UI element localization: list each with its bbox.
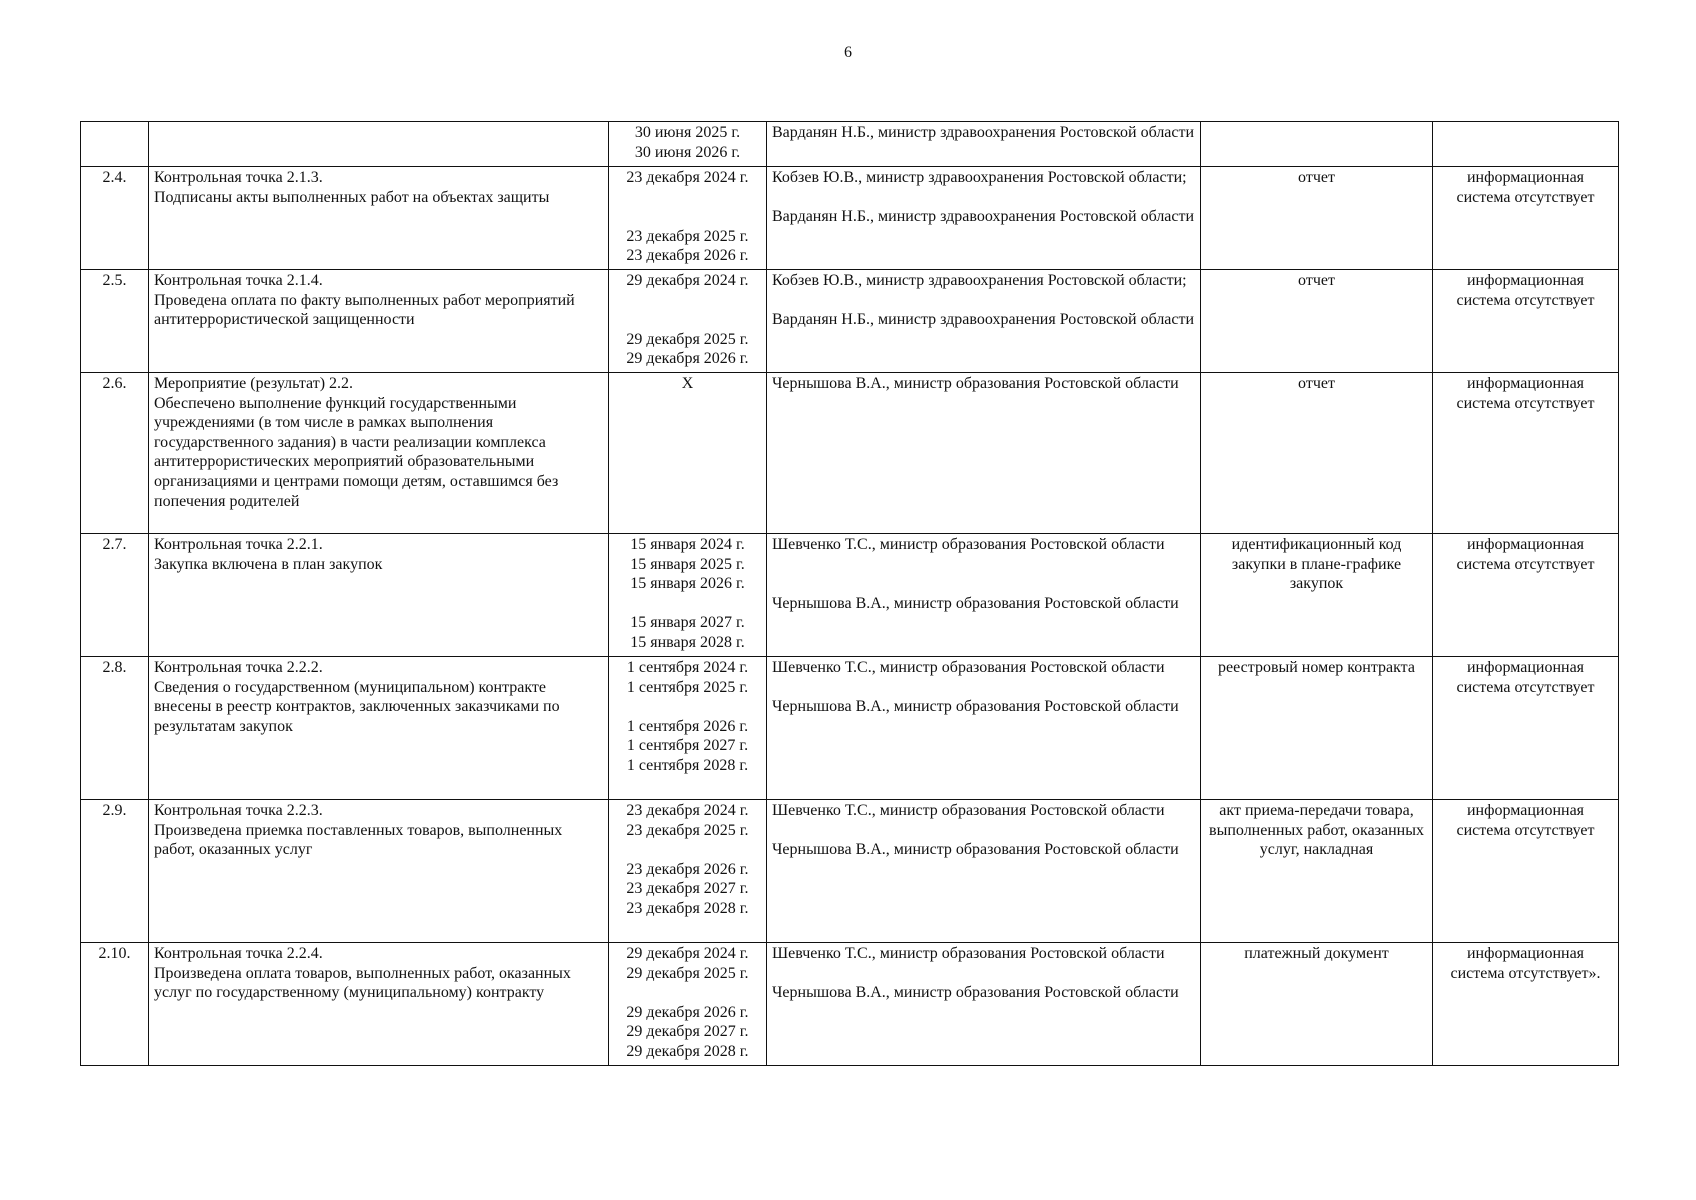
row-number: 2.6. — [81, 373, 149, 534]
date-entry: 30 июня 2025 г. — [634, 124, 741, 141]
responsible-person: Чернышова В.А., министр образования Ростовской области — [772, 984, 1179, 1002]
date-entry: 1 сентября 2026 г. — [626, 717, 749, 735]
row-responsible — [767, 122, 1201, 167]
row-document — [1201, 122, 1433, 167]
table-row — [81, 270, 1619, 373]
responsible-person: Чернышова В.А., министр образования Ростовской области — [772, 594, 1179, 612]
row-description — [149, 373, 609, 534]
row-dates — [609, 534, 767, 657]
date-entry: X — [681, 375, 694, 392]
row-number: 2.9. — [81, 800, 149, 943]
row-document: идентификационный код закупки в плане-графике закупок — [1201, 534, 1433, 657]
date-entry: 1 сентября 2028 г. — [626, 756, 749, 774]
row-information-system: информационная система отсутствует — [1433, 534, 1619, 657]
responsible-person: Варданян Н.Б., министр здравоохранения Ростовской области — [772, 208, 1195, 226]
row-desc-text: Произведена оплата товаров, выполненных работ, оказанных услуг по государственному (муниципальному) контракту — [154, 964, 571, 1002]
row-number: 2.8. — [81, 657, 149, 800]
table-row — [81, 657, 1619, 800]
responsible-person: Шевченко Т.С., министр образования Ростовской области — [772, 802, 1165, 819]
table-body — [81, 122, 1619, 1066]
date-entry: 29 декабря 2024 г. — [626, 945, 749, 962]
control-points-table — [80, 121, 1619, 1066]
date-entry: 30 июня 2026 г. — [634, 143, 741, 161]
responsible-person: Кобзев Ю.В., министр здравоохранения Ростовской области; — [772, 272, 1187, 289]
row-responsible — [767, 534, 1201, 657]
row-title: Контрольная точка 2.2.1. — [154, 536, 323, 553]
row-title: Контрольная точка 2.2.2. — [154, 659, 323, 676]
row-dates — [609, 167, 767, 270]
date-entry: 1 сентября 2025 г. — [626, 678, 749, 696]
row-dates — [609, 657, 767, 800]
row-description — [149, 943, 609, 1066]
row-number: 2.4. — [81, 167, 149, 270]
date-entry: 15 января 2027 г. — [630, 614, 745, 632]
row-information-system: информационная система отсутствует — [1433, 270, 1619, 373]
row-desc-text: Произведена приемка поставленных товаров, выполненных работ, оказанных услуг — [154, 821, 563, 859]
date-entry: 29 декабря 2024 г. — [626, 272, 749, 289]
row-desc-text: Сведения о государственном (муниципальном) контракте внесены в реестр контрактов, заключенных заказчиками по результатам закупок — [154, 678, 560, 735]
date-entry: 23 декабря 2028 г. — [626, 899, 749, 917]
row-number — [81, 122, 149, 167]
row-document: отчет — [1201, 167, 1433, 270]
responsible-person: Шевченко Т.С., министр образования Ростовской области — [772, 536, 1165, 553]
row-title: Мероприятие (результат) 2.2. — [154, 375, 354, 392]
responsible-person: Шевченко Т.С., министр образования Ростовской области — [772, 659, 1165, 676]
date-entry: 29 декабря 2025 г. — [626, 964, 749, 982]
row-information-system: информационная система отсутствует — [1433, 657, 1619, 800]
row-document: платежный документ — [1201, 943, 1433, 1066]
row-description — [149, 122, 609, 167]
table-row — [81, 167, 1619, 270]
row-responsible — [767, 657, 1201, 800]
row-dates — [609, 800, 767, 943]
date-entry: 15 января 2026 г. — [630, 575, 745, 593]
row-desc-text: Проведена оплата по факту выполненных работ мероприятий антитеррористической защищенности — [154, 291, 575, 329]
responsible-person: Кобзев Ю.В., министр здравоохранения Ростовской области; — [772, 169, 1187, 186]
table-row — [81, 534, 1619, 657]
date-entry: 29 декабря 2028 г. — [626, 1042, 749, 1060]
row-dates — [609, 122, 767, 167]
row-dates — [609, 943, 767, 1066]
row-responsible — [767, 270, 1201, 373]
row-number: 2.7. — [81, 534, 149, 657]
row-description — [149, 270, 609, 373]
row-description — [149, 800, 609, 943]
row-responsible — [767, 800, 1201, 943]
date-entry: 29 декабря 2026 г. — [626, 1003, 749, 1021]
date-entry: 29 декабря 2026 г. — [626, 350, 749, 368]
row-dates — [609, 270, 767, 373]
date-entry: 1 сентября 2024 г. — [626, 659, 749, 676]
table-row — [81, 373, 1619, 534]
row-information-system: информационная система отсутствует — [1433, 800, 1619, 943]
row-title: Контрольная точка 2.2.4. — [154, 945, 323, 962]
date-entry: 15 января 2024 г. — [630, 536, 745, 553]
responsible-person: Шевченко Т.С., министр образования Ростовской области — [772, 945, 1165, 962]
responsible-person: Чернышова В.А., министр образования Ростовской области — [772, 698, 1179, 716]
date-entry: 23 декабря 2025 г. — [626, 227, 749, 245]
row-description — [149, 534, 609, 657]
date-entry: 23 декабря 2026 г. — [626, 860, 749, 878]
responsible-person: Варданян Н.Б., министр здравоохранения Ростовской области — [772, 124, 1195, 141]
row-information-system: информационная система отсутствует». — [1433, 943, 1619, 1066]
date-entry: 29 декабря 2025 г. — [626, 330, 749, 348]
row-dates — [609, 373, 767, 534]
date-entry: 23 декабря 2024 г. — [626, 169, 749, 186]
date-entry: 15 января 2025 г. — [630, 555, 745, 573]
date-entry: 1 сентября 2027 г. — [626, 737, 749, 755]
row-responsible — [767, 943, 1201, 1066]
row-title: Контрольная точка 2.1.3. — [154, 169, 323, 186]
row-information-system — [1433, 122, 1619, 167]
row-information-system: информационная система отсутствует — [1433, 167, 1619, 270]
table-row — [81, 800, 1619, 943]
table-row — [81, 122, 1619, 167]
row-document: отчет — [1201, 270, 1433, 373]
row-desc-text: Подписаны акты выполненных работ на объектах защиты — [154, 188, 550, 206]
row-desc-text: Закупка включена в план закупок — [154, 555, 383, 573]
row-information-system: информационная система отсутствует — [1433, 373, 1619, 534]
date-entry: 23 декабря 2027 г. — [626, 880, 749, 898]
row-document: отчет — [1201, 373, 1433, 534]
page-number: 6 — [844, 44, 852, 61]
date-entry: 23 декабря 2025 г. — [626, 821, 749, 839]
date-entry: 15 января 2028 г. — [630, 633, 745, 651]
table-row — [81, 943, 1619, 1066]
responsible-person: Варданян Н.Б., министр здравоохранения Ростовской области — [772, 311, 1195, 329]
responsible-person: Чернышова В.А., министр образования Ростовской области — [772, 375, 1179, 392]
date-entry: 23 декабря 2024 г. — [626, 802, 749, 819]
row-document: реестровый номер контракта — [1201, 657, 1433, 800]
row-title: Контрольная точка 2.1.4. — [154, 272, 323, 289]
row-description — [149, 167, 609, 270]
row-document: акт приема-передачи товара, выполненных работ, оказанных услуг, накладная — [1201, 800, 1433, 943]
row-description — [149, 657, 609, 800]
row-responsible — [767, 373, 1201, 534]
date-entry: 23 декабря 2026 г. — [626, 247, 749, 265]
row-title: Контрольная точка 2.2.3. — [154, 802, 323, 819]
row-number: 2.5. — [81, 270, 149, 373]
row-desc-text: Обеспечено выполнение функций государственными учреждениями (в том числе в рамках выполнения государственного задания) в части реализации комплекса антитеррористических мероприятий образовательными организациями и центрами помощи детям, оставшимся без попечения родителей — [154, 394, 559, 510]
responsible-person: Чернышова В.А., министр образования Ростовской области — [772, 841, 1179, 859]
row-responsible — [767, 167, 1201, 270]
date-entry: 29 декабря 2027 г. — [626, 1023, 749, 1041]
row-number: 2.10. — [81, 943, 149, 1066]
